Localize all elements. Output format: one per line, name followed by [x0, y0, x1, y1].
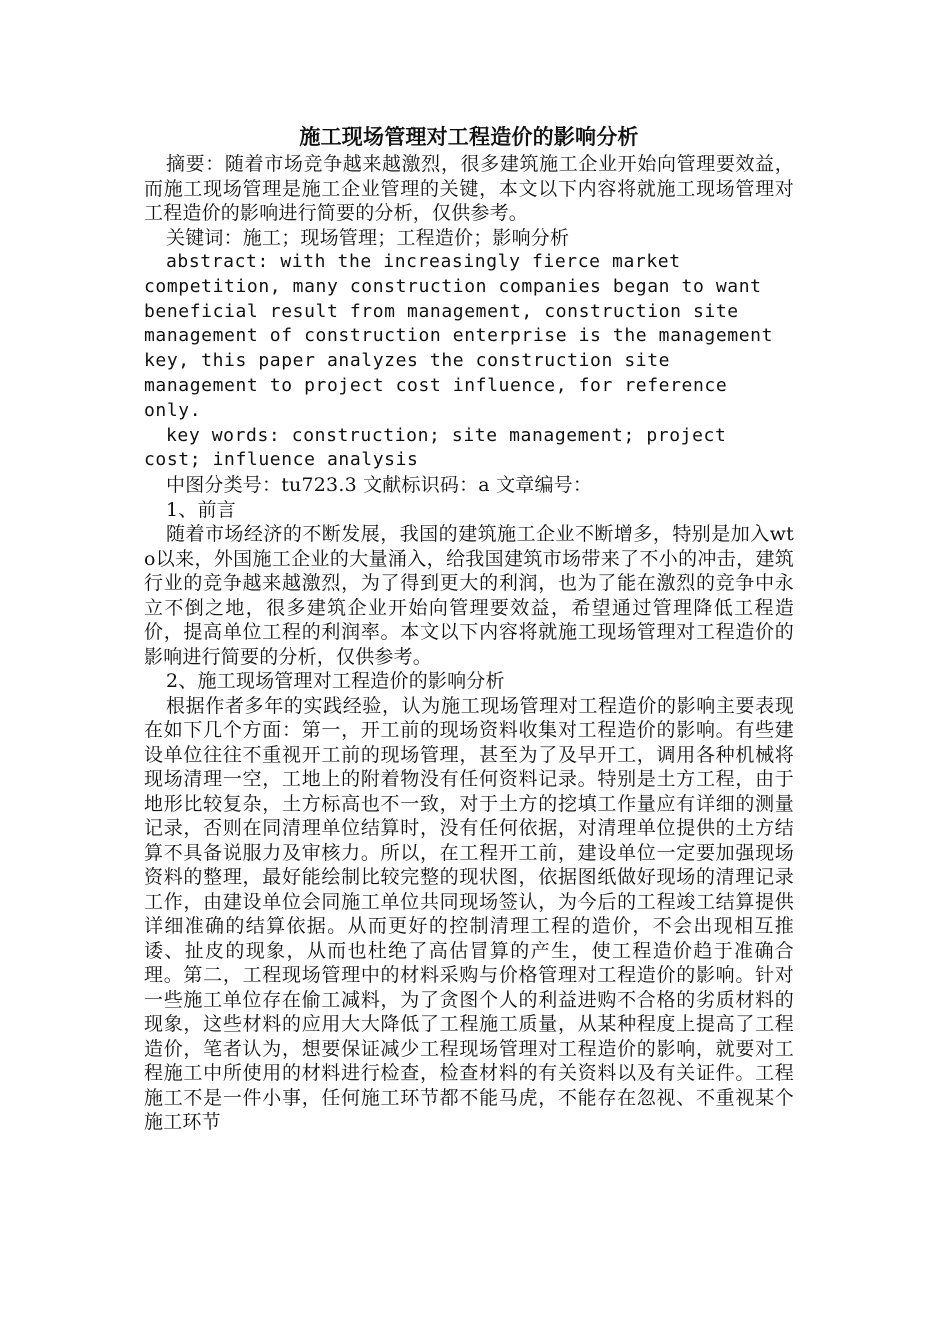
document-page — [144, 122, 794, 1135]
keywords-en: key words: construction; site management; project cost; influence analysis — [144, 424, 727, 471]
section-2-heading: 2、施工现场管理对工程造价的影响分析 — [166, 670, 505, 693]
abstract-cn: 摘要：随着市场竞争越来越激烈，很多建筑施工企业开始向管理要效益，而施工现场管理是施工企业管理的关键，本文以下内容将就施工现场管理对工程造价的影响进行简要的分析，仅供参考。 — [144, 153, 794, 224]
keywords-cn: 关键词：施工；现场管理；工程造价；影响分析 — [166, 226, 570, 249]
document-title: 施工现场管理对工程造价的影响分析 — [299, 124, 639, 149]
section-1-heading: 1、前言 — [166, 498, 236, 521]
section-2-body: 根据作者多年的实践经验，认为施工现场管理对工程造价的影响主要表现在如下几个方面：第一，开工前的现场资料收集对工程造价的影响。有些建设单位往往不重视开工前的现场管理，甚至为了及早开工，调用各种机械将现场清理一空，工地上的附着物没有任何资料记录。特别是土方工程，由于地形比较复杂，土方标高也不一致，对于土方的挖填工作量应有详细的测量记录，否则在同清理单位结算时，没有任何依据，对清理单位提供的土方结算不具备说服力及审核力。所以，在工程开工前，建设单位一定要加强现场资料的整理，最好能绘制比较完整的现状图，依据图纸做好现场的清理记录工作，由建设单位会同施工单位共同现场签认，为今后的工程竣工结算提供详细准确的结算依据。从而更好的控制清理工程的造价，不会出现相互推诿、扯皮的现象，从而也杜绝了高估冒算的产生，使工程造价趋于准确合理。第二，工程现场管理中的材料采购与价格管理对工程造价的影响。针对一些施工单位存在偷工减料，为了贪图个人的利益进购不合格的劣质材料的现象，这些材料的应用大大降低了工程施工质量，从某种程度上提高了工程造价，笔者认为，想要保证减少工程现场管理对工程造价的影响，就要对工程施工中所使用的材料进行检查，检查材料的有关资料以及有关证件。工程施工不是一件小事，任何施工环节都不能马虎，不能存在忽视、不重视某个施工环节 — [144, 694, 794, 1134]
classification-line: 中图分类号：tu723.3 文献标识码：a 文章编号： — [166, 474, 593, 497]
abstract-en: abstract: with the increasingly fierce market competition, many construction companies began to want beneficial result from management, construction site management of construction enterprise is the management key, this paper analyzes the construction site management to project cost influence, for reference only. — [144, 251, 774, 421]
section-1-body: 随着市场经济的不断发展，我国的建筑施工企业不断增多，特别是加入wto以来，外国施工企业的大量涌入，给我国建筑市场带来了不小的冲击，建筑行业的竞争越来越激烈，为了得到更大的利润，也为了能在激烈的竞争中永立不倒之地，很多建筑企业开始向管理要效益，希望通过管理降低工程造价，提高单位工程的利润率。本文以下内容将就施工现场管理对工程造价的影响进行简要的分析，仅供参考。 — [144, 523, 794, 668]
